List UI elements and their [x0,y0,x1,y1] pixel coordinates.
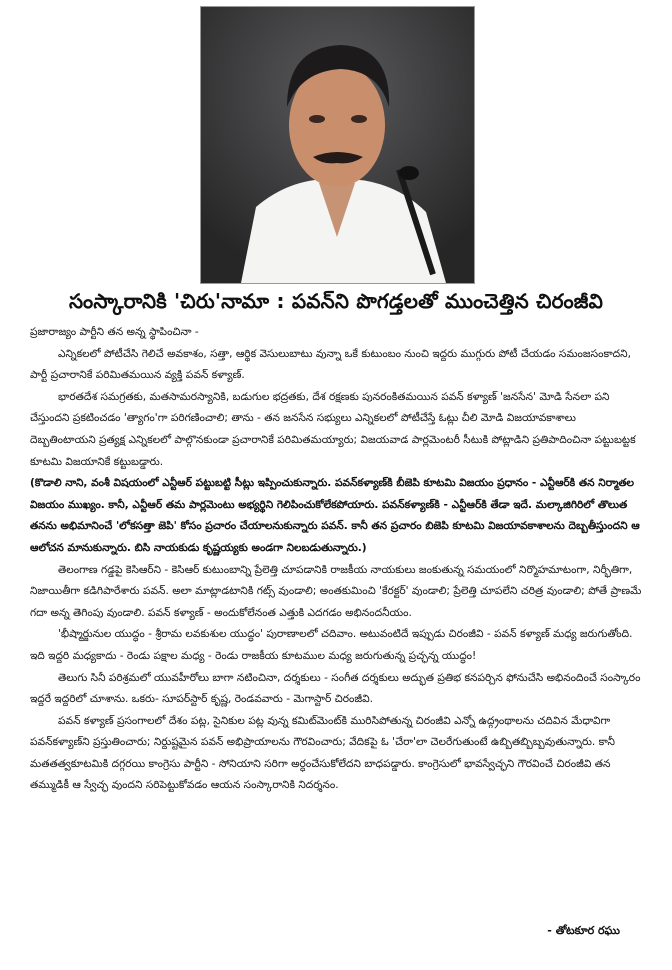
paragraph: 'భీష్మార్జునుల యుద్ధం - శ్రీరామ లవకుశుల యుద్ధం' పురాణాలలో చదివాం. అటువంటిదే ఇప్పుడు చిరంజీవి - పవన్ కళ్యాణ్ మధ్య జరుగుతోంది. ఇది ఇద్దరి మధ్యకాదు - రెండు పక్షాల మధ్య - రెండు రాజకీయ కూటముల మధ్య జరుగుతున్న ప్రచ్ఛన్న యుద్ధం! [30,628,633,662]
author-byline: - తోటకూర రఘు [547,924,620,937]
paragraph: తెలుగు సినీ పరిశ్రమలో యువహీరోలు బాగా నటించినా, దర్శకులు - సంగీత దర్శకులు అద్భుత ప్రతిభ కనపర్చిన ఫోనుచేసి అభినందించే సంస్కారం ఇద్దరే ఇద్దరిలో చూశాను. ఒకరు- సూపర్‌స్టార్ కృష్ణ, రెండవవారు - మెగాస్టార్ చిరంజీవి. [30,671,641,706]
paragraph: తెలంగాణ గడ్డపై కెసిఆర్‌ని - కెసిఆర్ కుటుంబాన్ని ప్రేలెత్తి చూపడానికి రాజకీయ నాయకులు జంకుతున్న సమయంలో నిర్మొహమాటంగా, నిర్భీతిగా, నిజాయితీగా కడిగిపారేశారు పవన్. అలా మాట్లాడటానికి గట్స్ వుండాలి; అంతకుమించి 'కేరక్టర్' వుండాలి; ప్రేలెత్తి చూపలేని చరిత్ర వుండాలి; పోతే ప్రాణమే గదా అన్న తెగింపు వుండాలి. పవన్ కళ్యాణ్ - అందుకోలేనంత ఎత్తుకి ఎదగడం అభినందనీయం. [30,563,642,619]
bold-paragraph: (కొడాలి నాని, వంశీ విషయంలో ఎన్టీఆర్ పట్టుబట్టి సీట్లు ఇప్పించుకున్నారు. పవన్‌కళ్యాణ్‌కి బీజెపి కూటమి విజయం ప్రధానం - ఎన్టీఆర్‌కి తన నిర్మాతల విజయం ముఖ్యం. కానీ, ఎన్టీఆర్ తమ పార్లమెంటు అభ్యర్థిని గెలిపించుకోలేకపోయారు. పవన్‌కళ్యాణ్‌కి - ఎన్టీఆర్‌కి తేడా ఇదే. మల్కాజిగిరిలో తొలుత తనను అభిమానించే 'లోకసత్తా జెపి' కోసం ప్రచారం చేయాలనుకున్నారు పవన్. కానీ తన ప్రచారం బిజెపి కూటమి విజయావకాశాలను దెబ్బతీస్తుందని ఆ ఆలోచన మానుకున్నారు. బిసి నాయకుడు కృష్ణయ్యకు అండగా నిలబడుతున్నారు.) [30,477,640,554]
portrait-illustration [201,7,474,283]
headline: సంస్కారానికి 'చిరు'నామా : పవన్‌ని పొగడ్తలతో ముంచెత్తిన చిరంజీవి [68,289,604,313]
paragraph: ప్రజారాజ్యం పార్టీని తన అన్న స్థాపించినా - [30,326,199,338]
paragraph: పవన్ కళ్యాణ్ ప్రసంగాలలో దేశం పట్ల, సైనికుల పట్ల వున్న కమిట్‌మెంట్‌కి మురిసిపోతున్న చిరంజీవి ఎన్నో ఉద్గ్రంథాలను చదివిన మేధావిగా పవన్‌కళ్యాణ్‌ని ప్రస్తుతించారు; నిర్దుష్టమైన పవన్ అభిప్రాయాలను గౌరవించారు; వేదికపై ఓ 'చేరా'లా చెలరేగుతుంటే ఉబ్బితబ్బిబ్బవుతున్నారు. కానీ మతతత్వకూటమికి దగ్గరయి కాంగ్రెసు పార్టీని - సోనియాని సరిగా అర్ధంచేసుకోలేదని బాధపడ్డారు. కాంగ్రెసులో భావస్వేచ్ఛని గౌరవించే చిరంజీవి తన తమ్ముడికీ ఆ స్వేచ్ఛ వుందని సరిపెట్టుకోవడం ఆయన సంస్కారానికి నిదర్శనం. [30,714,615,792]
paragraph: ఎన్నికలలో పోటీచేసి గెలిచే అవకాశం, సత్తా, ఆర్థిక వెసులుబాటు వున్నా ఒకే కుటుంబం నుంచి ఇద్దరు ముగ్గురు పోటీ చేయడం సమంజసంకాదని, పార్టీ ప్రచారానికే పరిమితమయిన వ్యక్తి పవన్ కళ్యాణ్. [30,347,631,382]
article-body [30,322,642,797]
chiranjeevi-photo [200,6,475,284]
paragraph: భారతదేశ సమగ్రతకు, మతసామరస్యానికి, బడుగుల భద్రతకు, దేశ రక్షణకు పునరంకితమయిన పవన్ కళ్యాణ్ 'జనసేన' మోడి సేనలా పని చేస్తుందని ప్రకటించడం 'త్యాగం'గా పరిగణించాలి; తాను - తన జనసేన సభ్యులు ఎన్నికలలో పోటీచేస్తే ఓట్లు చీలి మోడి విజయావకాశాలు దెబ్బతింటాయని ప్రత్యక్ష ఎన్నికలలో పాల్గొనకుండా ప్రచారానికే పరిమితమయ్యారు; విజయవాడ పార్లమెంటరీ సీటుకి పోట్లాడిని ప్రతిపాదించినా పట్టుబట్టక కూటమి విజయానికే కట్టుబడ్డారు. [30,390,636,468]
